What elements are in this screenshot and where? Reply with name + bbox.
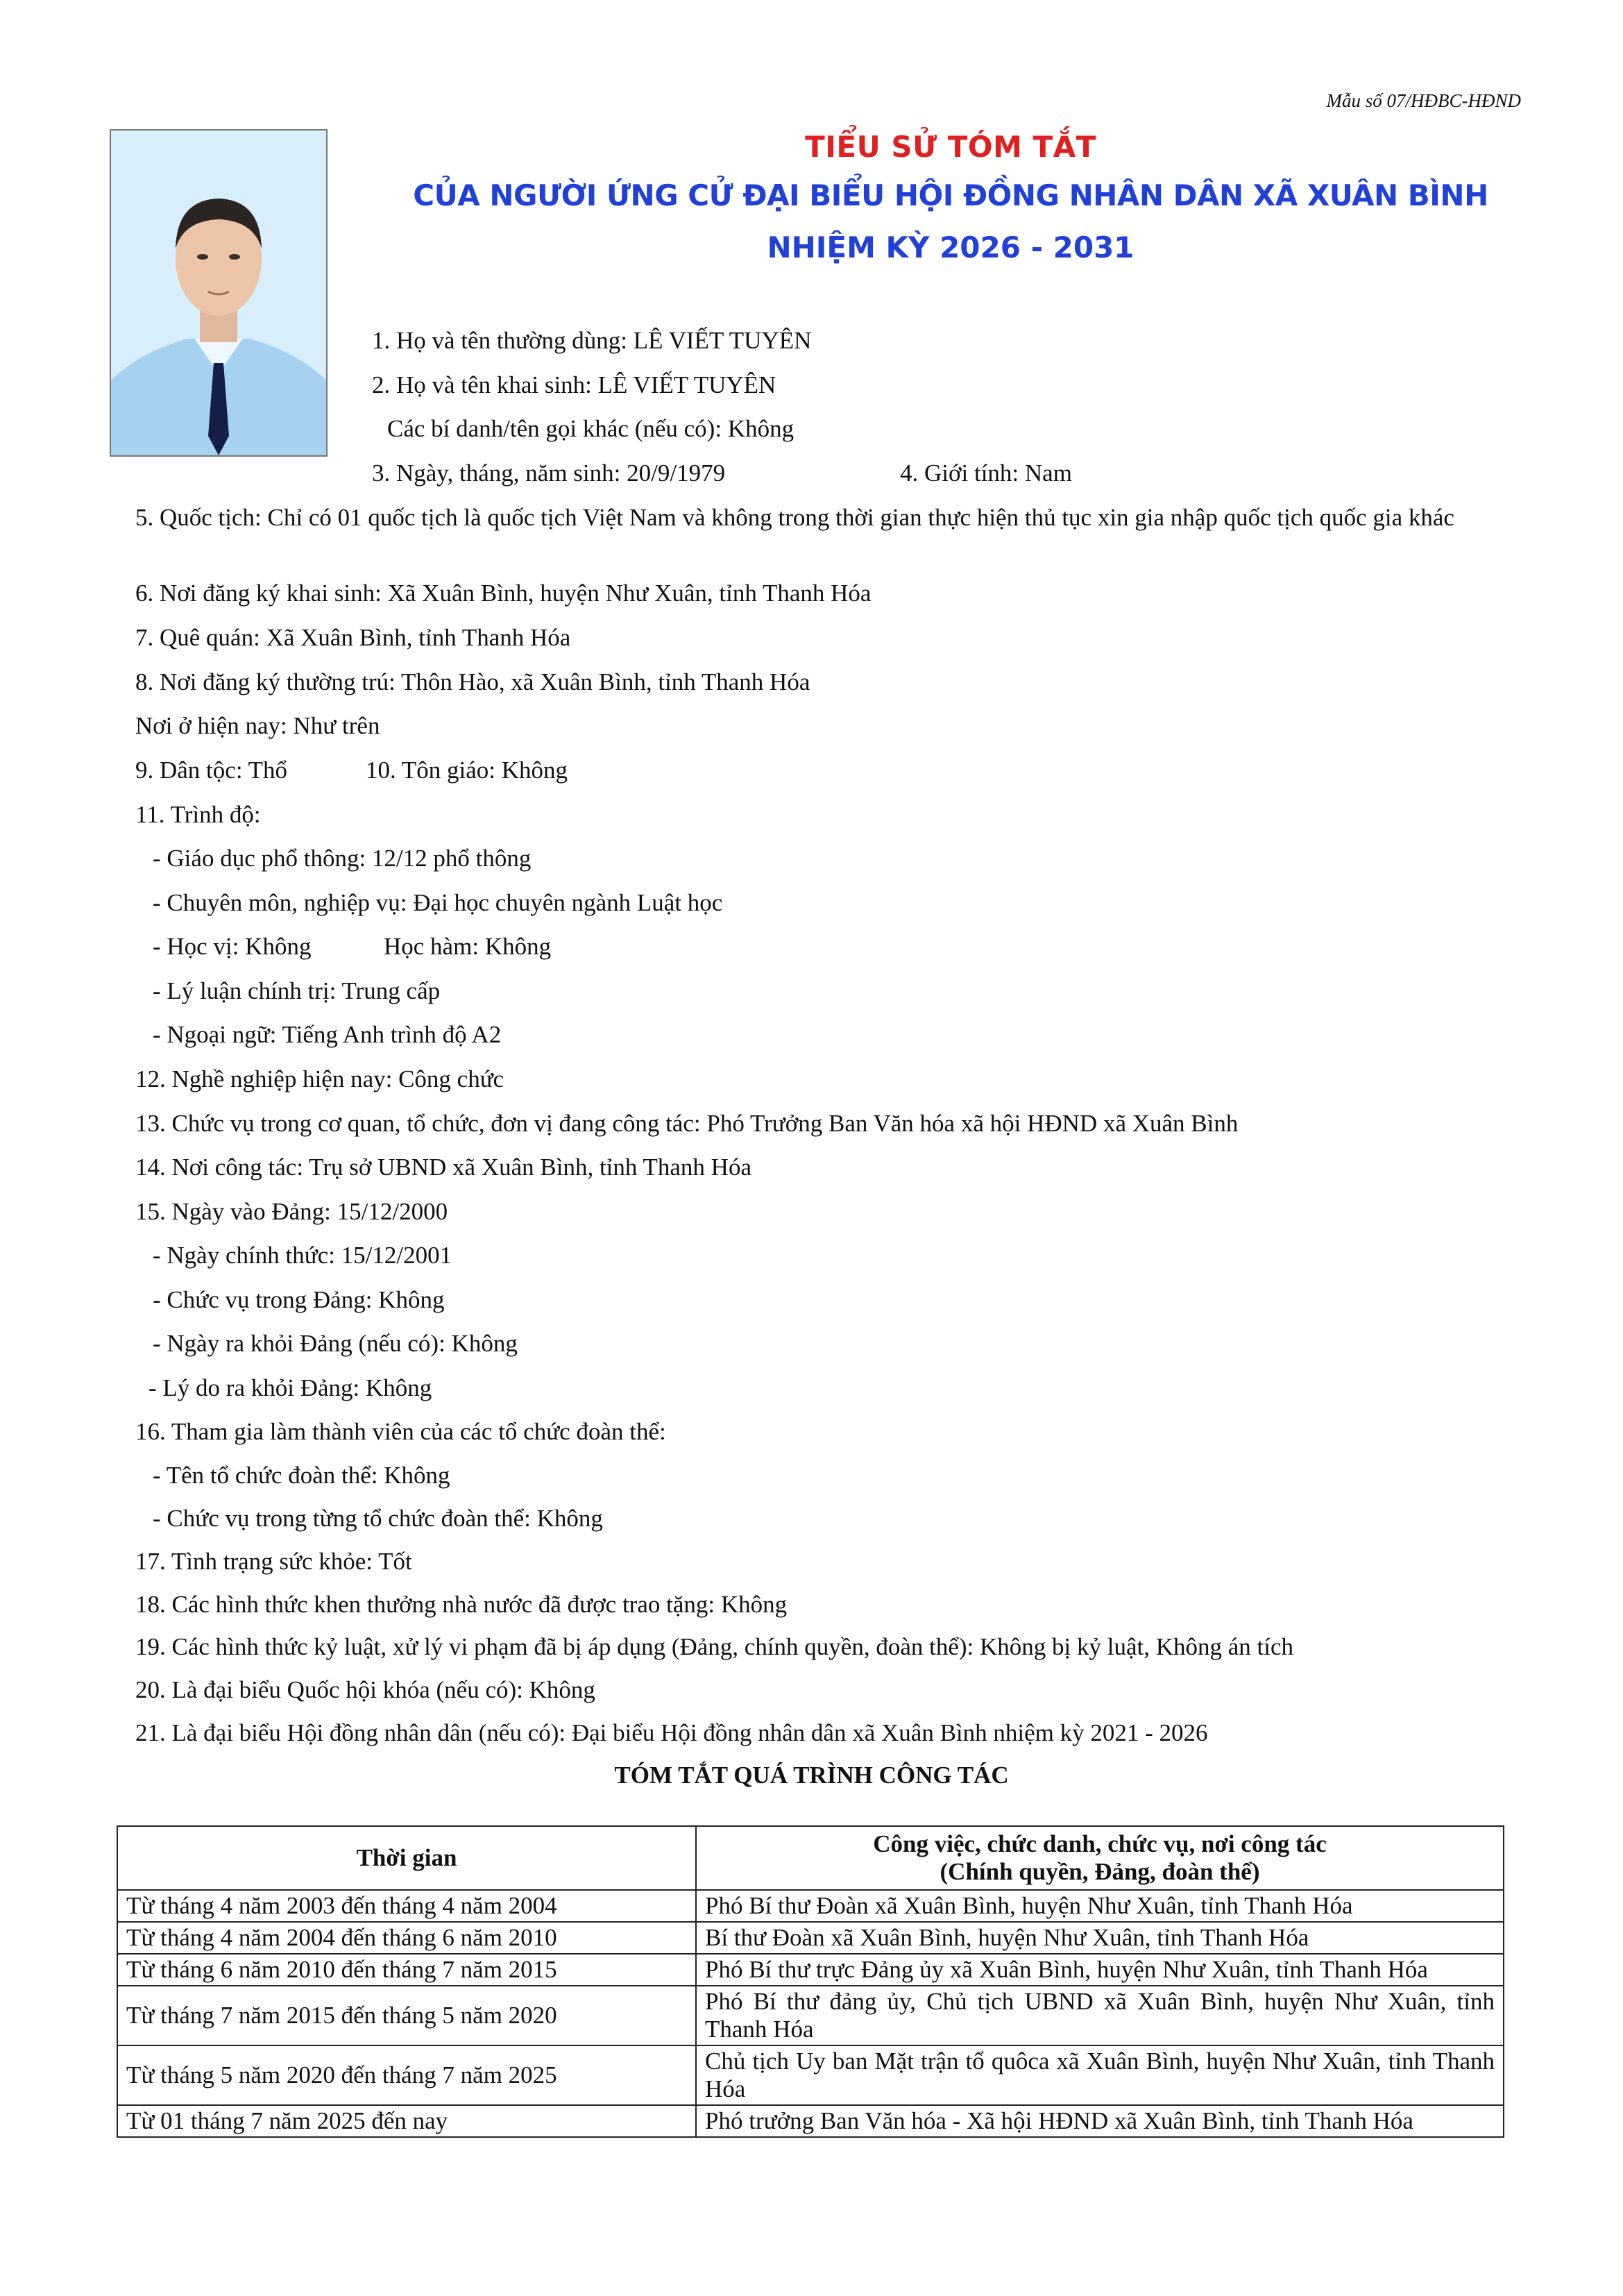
- row-time: Từ 01 tháng 7 năm 2025 đến nay: [117, 2105, 696, 2137]
- work-history-table: [117, 1825, 1504, 2138]
- field-specialization: - Chuyên môn, nghiệp vụ: Đại học chuyên ngành Luật học: [153, 889, 723, 916]
- field-workplace: 14. Nơi công tác: Trụ sở UBND xã Xuân Bình, tỉnh Thanh Hóa: [135, 1154, 751, 1181]
- title-line-2: CỦA NGƯỜI ỨNG CỬ ĐẠI BIỂU HỘI ĐỒNG NHÂN DÂN XÃ XUÂN BÌNH: [413, 178, 1488, 212]
- table-row: [117, 2105, 1504, 2137]
- field-birth-name: 2. Họ và tên khai sinh: LÊ VIẾT TUYÊN: [372, 371, 776, 398]
- field-hometown: 7. Quê quán: Xã Xuân Bình, tỉnh Thanh Hóa: [135, 624, 571, 651]
- field-peoples-council: 21. Là đại biểu Hội đồng nhân dân (nếu có): Đại biểu Hội đồng nhân dân xã Xuân Bình nhiệm kỳ 2021 - 2026: [135, 1719, 1208, 1746]
- field-nationality: 5. Quốc tịch: Chỉ có 01 quốc tịch là quốc tịch Việt Nam và không trong thời gian thực hiện thủ tục xin gia nhập quốc tịch quốc gia khác: [135, 504, 1454, 531]
- field-permanent-residence: 8. Nơi đăng ký thường trú: Thôn Hào, xã Xuân Bình, tỉnh Thanh Hóa: [135, 668, 810, 695]
- header-position-line1: Công việc, chức danh, chức vụ, nơi công tác: [873, 1830, 1327, 1857]
- title-line-3: NHIỆM KỲ 2026 - 2031: [767, 230, 1135, 264]
- row-time: Từ tháng 5 năm 2020 đến tháng 7 năm 2025: [117, 2045, 696, 2105]
- table-row: [117, 2045, 1504, 2105]
- row-time: Từ tháng 6 năm 2010 đến tháng 7 năm 2015: [117, 1954, 696, 1986]
- field-birth-registration: 6. Nơi đăng ký khai sinh: Xã Xuân Bình, huyện Như Xuân, tỉnh Thanh Hóa: [135, 580, 872, 607]
- field-education-heading: 11. Trình độ:: [135, 801, 261, 828]
- field-party-official-date: - Ngày chính thức: 15/12/2001: [153, 1242, 452, 1269]
- field-organization-name: - Tên tổ chức đoàn thể: Không: [153, 1462, 450, 1489]
- field-ethnicity: 9. Dân tộc: Thổ: [135, 757, 288, 784]
- row-time: Từ tháng 4 năm 2003 đến tháng 4 năm 2004: [117, 1890, 696, 1922]
- row-position: Bí thư Đoàn xã Xuân Bình, huyện Như Xuân, tỉnh Thanh Hóa: [696, 1922, 1504, 1954]
- table-row: [117, 1954, 1504, 1986]
- field-foreign-language: - Ngoại ngữ: Tiếng Anh trình độ A2: [153, 1021, 502, 1048]
- field-political-theory: - Lý luận chính trị: Trung cấp: [153, 977, 441, 1004]
- work-history-title: TÓM TẮT QUÁ TRÌNH CÔNG TÁC: [614, 1762, 1009, 1789]
- field-gender: 4. Giới tính: Nam: [900, 459, 1072, 487]
- field-national-assembly: 20. Là đại biểu Quốc hội khóa (nếu có): Không: [135, 1676, 595, 1703]
- field-health: 17. Tình trạng sức khỏe: Tốt: [135, 1548, 412, 1575]
- row-position: Chủ tịch Uy ban Mặt trận tổ quôca xã Xuân Bình, huyện Như Xuân, tỉnh Thanh Hóa: [696, 2045, 1504, 2105]
- field-academic-title: Học hàm: Không: [384, 933, 552, 960]
- field-occupation: 12. Nghề nghiệp hiện nay: Công chức: [135, 1065, 504, 1092]
- title-line-1: TIỂU SỬ TÓM TẮT: [805, 130, 1096, 164]
- row-position: Phó Bí thư đảng ủy, Chủ tịch UBND xã Xuân Bình, huyện Như Xuân, tỉnh Thanh Hóa: [696, 1986, 1504, 2045]
- field-party-position: - Chức vụ trong Đảng: Không: [153, 1286, 445, 1313]
- row-position: Phó trưởng Ban Văn hóa - Xã hội HĐND xã Xuân Bình, tỉnh Thanh Hóa: [696, 2105, 1504, 2137]
- table-header-row: [117, 1826, 1504, 1890]
- field-common-name: 1. Họ và tên thường dùng: LÊ VIẾT TUYÊN: [372, 327, 812, 354]
- field-party-leave-date: - Ngày ra khỏi Đảng (nếu có): Không: [153, 1330, 518, 1357]
- portrait-image: [111, 130, 326, 455]
- row-time: Từ tháng 4 năm 2004 đến tháng 6 năm 2010: [117, 1922, 696, 1954]
- field-discipline: 19. Các hình thức kỷ luật, xử lý vi phạm đã bị áp dụng (Đảng, chính quyền, đoàn thể): Không bị kỷ luật, Không án tích: [135, 1633, 1294, 1660]
- form-code: Mẫu số 07/HĐBC-HĐND: [1326, 90, 1521, 111]
- field-general-education: - Giáo dục phổ thông: 12/12 phổ thông: [153, 845, 532, 872]
- field-party-join-date: 15. Ngày vào Đảng: 15/12/2000: [135, 1198, 448, 1225]
- header-position: [696, 1826, 1504, 1890]
- field-awards: 18. Các hình thức khen thưởng nhà nước đã được trao tặng: Không: [135, 1591, 788, 1618]
- table-row: [117, 1986, 1504, 2045]
- field-degree: - Học vị: Không: [153, 933, 312, 960]
- header-position-line2: (Chính quyền, Đảng, đoàn thể): [940, 1858, 1260, 1885]
- row-position: Phó Bí thư trực Đảng ủy xã Xuân Bình, huyện Như Xuân, tỉnh Thanh Hóa: [696, 1954, 1504, 1986]
- field-birth-date: 3. Ngày, tháng, năm sinh: 20/9/1979: [372, 459, 726, 487]
- field-position: 13. Chức vụ trong cơ quan, tổ chức, đơn vị đang công tác: Phó Trưởng Ban Văn hóa xã hội HĐND xã Xuân Bình: [135, 1110, 1239, 1137]
- row-position: Phó Bí thư Đoàn xã Xuân Bình, huyện Như Xuân, tỉnh Thanh Hóa: [696, 1890, 1504, 1922]
- field-current-residence: Nơi ở hiện nay: Như trên: [135, 712, 380, 739]
- header-time-label: Thời gian: [356, 1844, 457, 1871]
- field-organizations-heading: 16. Tham gia làm thành viên của các tổ chức đoàn thể:: [135, 1418, 666, 1445]
- field-organization-position: - Chức vụ trong từng tổ chức đoàn thể: Không: [153, 1505, 603, 1532]
- field-aliases: Các bí danh/tên gọi khác (nếu có): Không: [387, 415, 794, 442]
- field-religion: 10. Tôn giáo: Không: [366, 757, 568, 784]
- candidate-photo: [110, 129, 328, 457]
- row-time: Từ tháng 7 năm 2015 đến tháng 5 năm 2020: [117, 1986, 696, 2045]
- document-title: [389, 126, 1513, 272]
- header-time: [117, 1826, 696, 1890]
- table-row: [117, 1890, 1504, 1922]
- table-row: [117, 1922, 1504, 1954]
- field-party-leave-reason: - Lý do ra khỏi Đảng: Không: [148, 1374, 432, 1401]
